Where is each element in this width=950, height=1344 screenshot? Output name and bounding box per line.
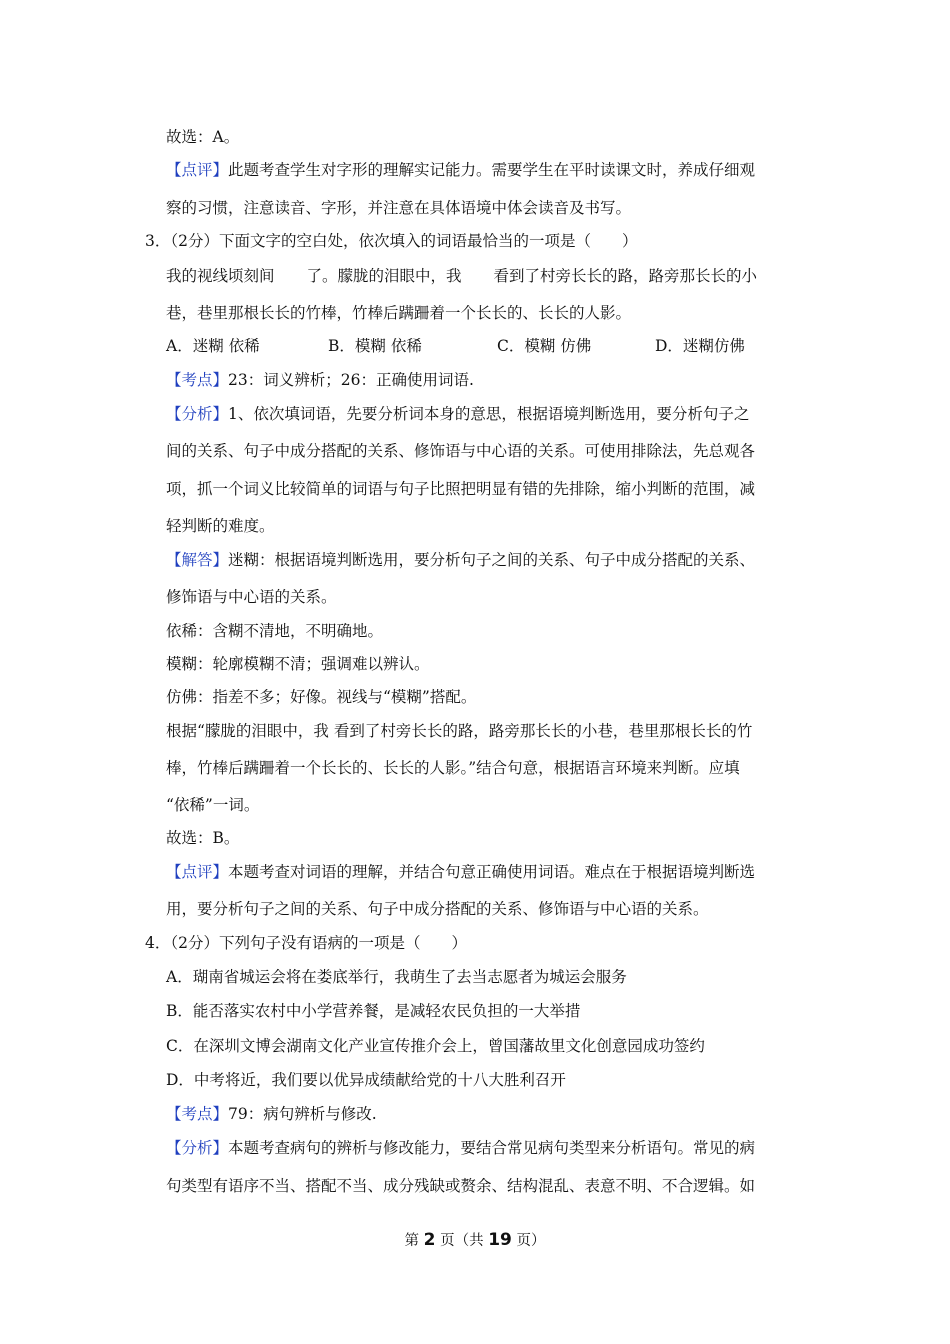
exam-point-tag: 【考点】: [166, 1105, 229, 1123]
page-total: 19: [488, 1230, 512, 1250]
option-c: C．在深圳文博会湖南文化产业宣传推介会上，曾国藩故里文化创意园成功签约: [166, 1037, 705, 1055]
comment-tag: 【点评】: [166, 161, 229, 179]
text-line: 修饰语与中心语的关系。: [166, 588, 337, 606]
text-line: 棒，竹棒后蹒跚着一个长长的、长长的人影。”结合句意，根据语言环境来判断。应填: [166, 759, 740, 777]
page-number: 2: [423, 1230, 436, 1250]
passage-part: 了。朦胧的泪眼中，我: [306, 267, 462, 285]
text: 迷糊：根据语境判断选用，要分析句子之间的关系、句子中成分搭配的关系、: [228, 551, 756, 569]
text-line: 根据“朦胧的泪眼中，我 看到了村旁长长的路，路旁那长长的小巷，巷里那根长长的竹: [166, 722, 753, 740]
text: 1、依次填词语，先要分析词本身的意思，根据语境判断选用，要分析句子之: [228, 405, 750, 423]
comment-line: [166, 160, 755, 180]
answer-line: [166, 550, 755, 570]
text: 79：病句辨析与修改.: [228, 1105, 377, 1123]
passage-line: [166, 266, 757, 286]
answer-choice-line: 故选：B。: [166, 829, 240, 847]
answer-tag: 【解答】: [166, 551, 229, 569]
text: 本题考查对词语的理解，并结合句意正确使用词语。难点在于根据语境判断选: [228, 863, 756, 881]
text-line: 项，抓一个词义比较简单的词语与句子比照把明显有错的先排除，缩小判断的范围，减: [166, 480, 756, 498]
text-line: 句类型有语序不当、搭配不当、成分残缺或赘余、结构混乱、表意不明、不合逻辑。如: [166, 1177, 756, 1195]
text-line: “依稀”一词。: [166, 796, 260, 814]
analysis-line: [166, 404, 749, 424]
option-a: A．迷糊 依稀: [166, 337, 260, 355]
analysis-tag: 【分析】: [166, 405, 229, 423]
text-line: 仿佛：指差不多；好像。视线与“模糊”搭配。: [166, 688, 477, 706]
comment-line: [166, 862, 755, 882]
analysis-tag: 【分析】: [166, 1139, 229, 1157]
text-line: 模糊：轮廓模糊不清；强调难以辨认。: [166, 655, 430, 673]
page-footer: [0, 1230, 950, 1251]
text-line: 依稀：含糊不清地，不明确地。: [166, 622, 384, 640]
text-line: 轻判断的难度。: [166, 517, 275, 535]
text-line: 察的习惯，注意读音、字形，并注意在具体语境中体会读音及书写。: [166, 199, 632, 217]
option-a: A．瑚南省城运会将在娄底举行，我萌生了去当志愿者为城运会服务: [166, 968, 627, 986]
option-d: D．迷糊仿佛: [655, 337, 745, 355]
option-c: C．模糊 仿佛: [497, 337, 592, 355]
option-d: D．中考将近，我们要以优异成绩献给党的十八大胜利召开: [166, 1071, 566, 1089]
footer-prefix: 第: [404, 1233, 420, 1249]
footer-middle: 页（共: [440, 1233, 484, 1249]
passage-part: 看到了村旁长长的路，路旁那长长的小: [493, 267, 758, 285]
exam-point-line: [166, 370, 474, 390]
text-line: 间的关系、句子中成分搭配的关系、修饰语与中心语的关系。可使用排除法，先总观各: [166, 442, 756, 460]
exam-point-line: [166, 1104, 377, 1124]
text: 此题考查学生对字形的理解实记能力。需要学生在平时读课文时，养成仔细观: [228, 161, 756, 179]
text: 本题考查病句的辨析与修改能力，要结合常见病句类型来分析语句。常见的病: [228, 1139, 756, 1157]
question-4-stem: 4．（2分）下列句子没有语病的一项是（ ）: [145, 934, 467, 952]
question-3-stem: 3．（2分）下面文字的空白处，依次填入的词语最恰当的一项是（ ）: [145, 232, 638, 250]
passage-line: 巷，巷里那根长长的竹棒，竹棒后蹒跚着一个长长的、长长的人影。: [166, 304, 632, 322]
analysis-line: [166, 1138, 755, 1158]
exam-point-tag: 【考点】: [166, 371, 229, 389]
option-b: B．能否落实农村中小学营养餐，是减轻农民负担的一大举措: [166, 1002, 581, 1020]
option-b: B．模糊 依稀: [328, 337, 422, 355]
footer-suffix: 页）: [516, 1233, 546, 1249]
text: 23：词义辨析；26：正确使用词语.: [228, 371, 474, 389]
passage-part: 我的视线顷刻间: [166, 267, 275, 285]
text-line: 用，要分析句子之间的关系、句子中成分搭配的关系、修饰语与中心语的关系。: [166, 900, 709, 918]
comment-tag: 【点评】: [166, 863, 229, 881]
answer-choice-line: 故选：A。: [166, 128, 240, 146]
